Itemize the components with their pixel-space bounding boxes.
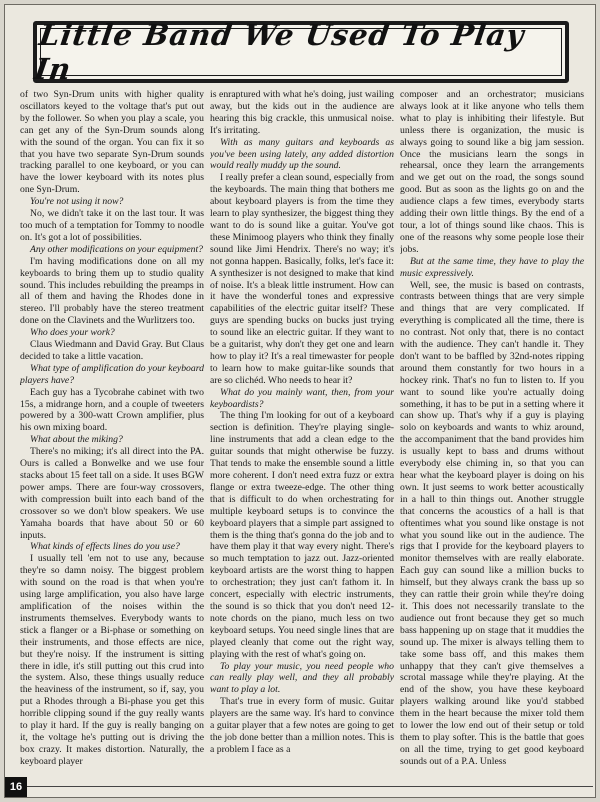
body-paragraph: Well, see, the music is based on contrasts, contrasts between things that are very simple and things that are very complicated. If everything is complicated all the time, there is no contrast. Not only that, there is no contact with the audience. They can't handle it. They don't want to be baffled by 32nd-notes ripping around them constantly for two hours in a hockey rink. That's no fun to listen to. If you want to sound like you're actually doing something, it has to be put in a setting where it can show up. That's why if a guy is playing solo on keyboards and wants to whiz around, the accompaniment that the band provides him is usually kept to bass and drums without everybody else chiming in, so that you can hear what the keyboard player is doing on his own. It just seems to work better acoustically in a hall to thin things out. Another struggle that concerns the acoustics of a hall is that oftentimes what you sound like onstage is not what you sound like out in the audience. The rigs that I provide for the keyboard players to monitor themselves with are really elaborate. Each guy can sound like a million bucks to himself, but they always crank the bass up so they can rattle their groin while they're doing it. This does not necessarily translate to the audience out front because they get so much bass happening up on stage that it muddies the sound up. The mixer is always telling them to take some bass off, and this makes them unhappy that they can't give themselves a scrotal massage while they're playing. At the end of the show, you have these keyboard players walking around like you'd stabbed them in the heart because the mixer told them to lower the low end out of their setup or told them to play softer. This is the battle that goes on all the time, trying to get good keyboard sounds out of a P.A. Unless <box>400 279 584 767</box>
body-paragraph: There's no miking; it's all direct into the PA. Ours is called a Bonwelke and we use four stacks about 15 feet tall on a side. It uses BGW power amps. There are four-way crossovers, with compression built into each band of the crossover so we don't blow speakers. We use Yamaha boards that have about 50 or 60 inputs. <box>20 446 204 541</box>
text-column-2 <box>210 89 394 769</box>
body-paragraph: is enraptured with what he's doing, just wailing away, but the kids out in the audience are hearing this big crackle, this unmusical noise. It's irritating. <box>210 89 394 136</box>
body-paragraph: Claus Wiedmann and David Gray. But Claus decided to take a little vacation. <box>20 339 204 362</box>
page-number: 16 <box>5 777 27 797</box>
interview-question: You're not using it now? <box>30 196 124 208</box>
body-paragraph: No, we didn't take it on the last tour. It was too much of a temptation for Tommy to noodle on. It's got a lot of possibilities. <box>20 208 204 243</box>
magazine-page <box>4 4 596 798</box>
interview-question: What kinds of effects lines do you use? <box>30 541 180 553</box>
body-paragraph: I'm having modifications done on all my keyboards to bring them up to studio quality sound. This includes rebuilding the preamps in all of them and having the Rhodes done in stereo. I'll probably have the stereo treatment done on the Clavinets and the Wurlitzers too. <box>20 255 204 327</box>
interview-question: But at the same time, they have to play the music expressively. <box>400 255 584 279</box>
interview-question: What type of amplification do your keyboard players have? <box>20 362 204 386</box>
body-paragraph: The thing I'm looking for out of a keyboard section is definition. They're playing single-line instruments that add a clean edge to the guitar sounds that might otherwise be fuzzy. That tends to make the ensemble sound a little more coherent. I don't need extra fuzz or extra flange or extra tweeze-edge. The other thing that is difficult to do when orchestrating for multiple keyboard setups is to convince the keyboard players that a simple part assigned to them is the thing that's gonna do the job and to have them play it that way every night. There's so much temptation to jazz out. Jazz-oriented keyboard artists are the worst thing to happen to orchestration; they just can't fathom it. In concert, especially with electric instruments, the sound is so thick that you don't need 12-note chords on the piano, much less on two keyboard setups. You need single lines that are played cleanly that come out the right way, playing with the rest of what's going on. <box>210 410 394 660</box>
text-column-3 <box>400 89 584 769</box>
body-paragraph: I really prefer a clean sound, especially from the keyboards. The main thing that bothers me about keyboard players is from the time they learn to play synthesizer, the biggest thing they want to do is sound like a guitar. You've got these Minimoog players who think they finally sound like Jimi Hendrix. There's no way; it's not gonna happen. Basically, folks, let's face it: A synthesizer is not designed to make that kind of noise. It's a bleak little instrument. How can it have the wonderful tones and expressive capabilities of the electric guitar itself? These guys are spending bucks on bucks just trying to sound like an electric guitar. If they want to be a guitarist, why don't they get one and learn how to play it? It's a real timewaster for people to learn how to make guitar-like sounds that are so clichéd. Who needs to hear it? <box>210 172 394 386</box>
body-paragraph: That's true in every form of music. Guitar players are the same way. It's hard to convince a guitar player that a few notes are going to get the job done better than a million notes. This is a problem I face as a <box>210 696 394 755</box>
footer-rule <box>27 786 593 787</box>
article-title: Little Band We Used To Play In <box>32 18 527 86</box>
body-paragraph: I usually tell 'em not to use any, because they're so damn noisy. The biggest problem with sound on the road is that when you're using large amplification, you also have large amplification of the noises within the instruments themselves. Everybody wants to stick a flanger or a Bi-phase or something on their instruments, and those effects are nice, but they're noisy. If the instrument is sitting there in idle, it's still putting out this crud into the system. Also, these things usually reduce the heaviness of the instrument, so if, say, you put a Rhodes through a Bi-phase you get this horrible clipping sound if the guy really wants to play it hard. If the guy is really banging on it, the voltage he's putting out is driving the box crazy. It makes distortion. Naturally, the keyboard player <box>20 553 204 767</box>
title-banner <box>32 18 569 86</box>
interview-question: Who does your work? <box>30 327 115 339</box>
body-paragraph: of two Syn-Drum units with higher quality oscillators keyed to the voltage that's put out by the follower. So when you play a scale, you can get any of the Syn-Drum sounds along with the sound of the organ. You can fix it so that you have two separate Syn-Drum sounds tracking parallel to one keyboard, or you can have the lower keyboard with its notes plus one Syn-Drum. <box>20 89 204 196</box>
body-paragraph: Each guy has a Tycobrahe cabinet with two 15s, a midrange horn, and a couple of tweeters powered by a 300-watt Crown amplifier, plus his own mixing board. <box>20 386 204 434</box>
interview-question: What do you mainly want, then, from your keyboardists? <box>210 386 394 410</box>
interview-question: What about the miking? <box>30 434 123 446</box>
text-column-1 <box>20 89 204 769</box>
interview-question: With as many guitars and keyboards as you've been using lately, any added distortion would really muddy up the sound. <box>210 136 394 172</box>
interview-question: To play your music, you need people who can really play well, and they all probably want to play a lot. <box>210 660 394 696</box>
interview-question: Any other modifications on your equipment? <box>30 243 204 255</box>
body-paragraph: composer and an orchestrator; musicians always look at it like anyone who tells them what to play is inhibiting their lifestyle. But unless there is organization, the music is always going to sound like a big jam session. Once the musicians learn the songs in rehearsal, once they learn the arrangements and we get out on the road, the songs sound good. But as soon as the lights go on and the audience claps a few times, everybody starts adding their own little things. By the end of a tour, a lot of things sound like chaos. This is one of the reasons why some people lose their jobs. <box>400 89 584 255</box>
